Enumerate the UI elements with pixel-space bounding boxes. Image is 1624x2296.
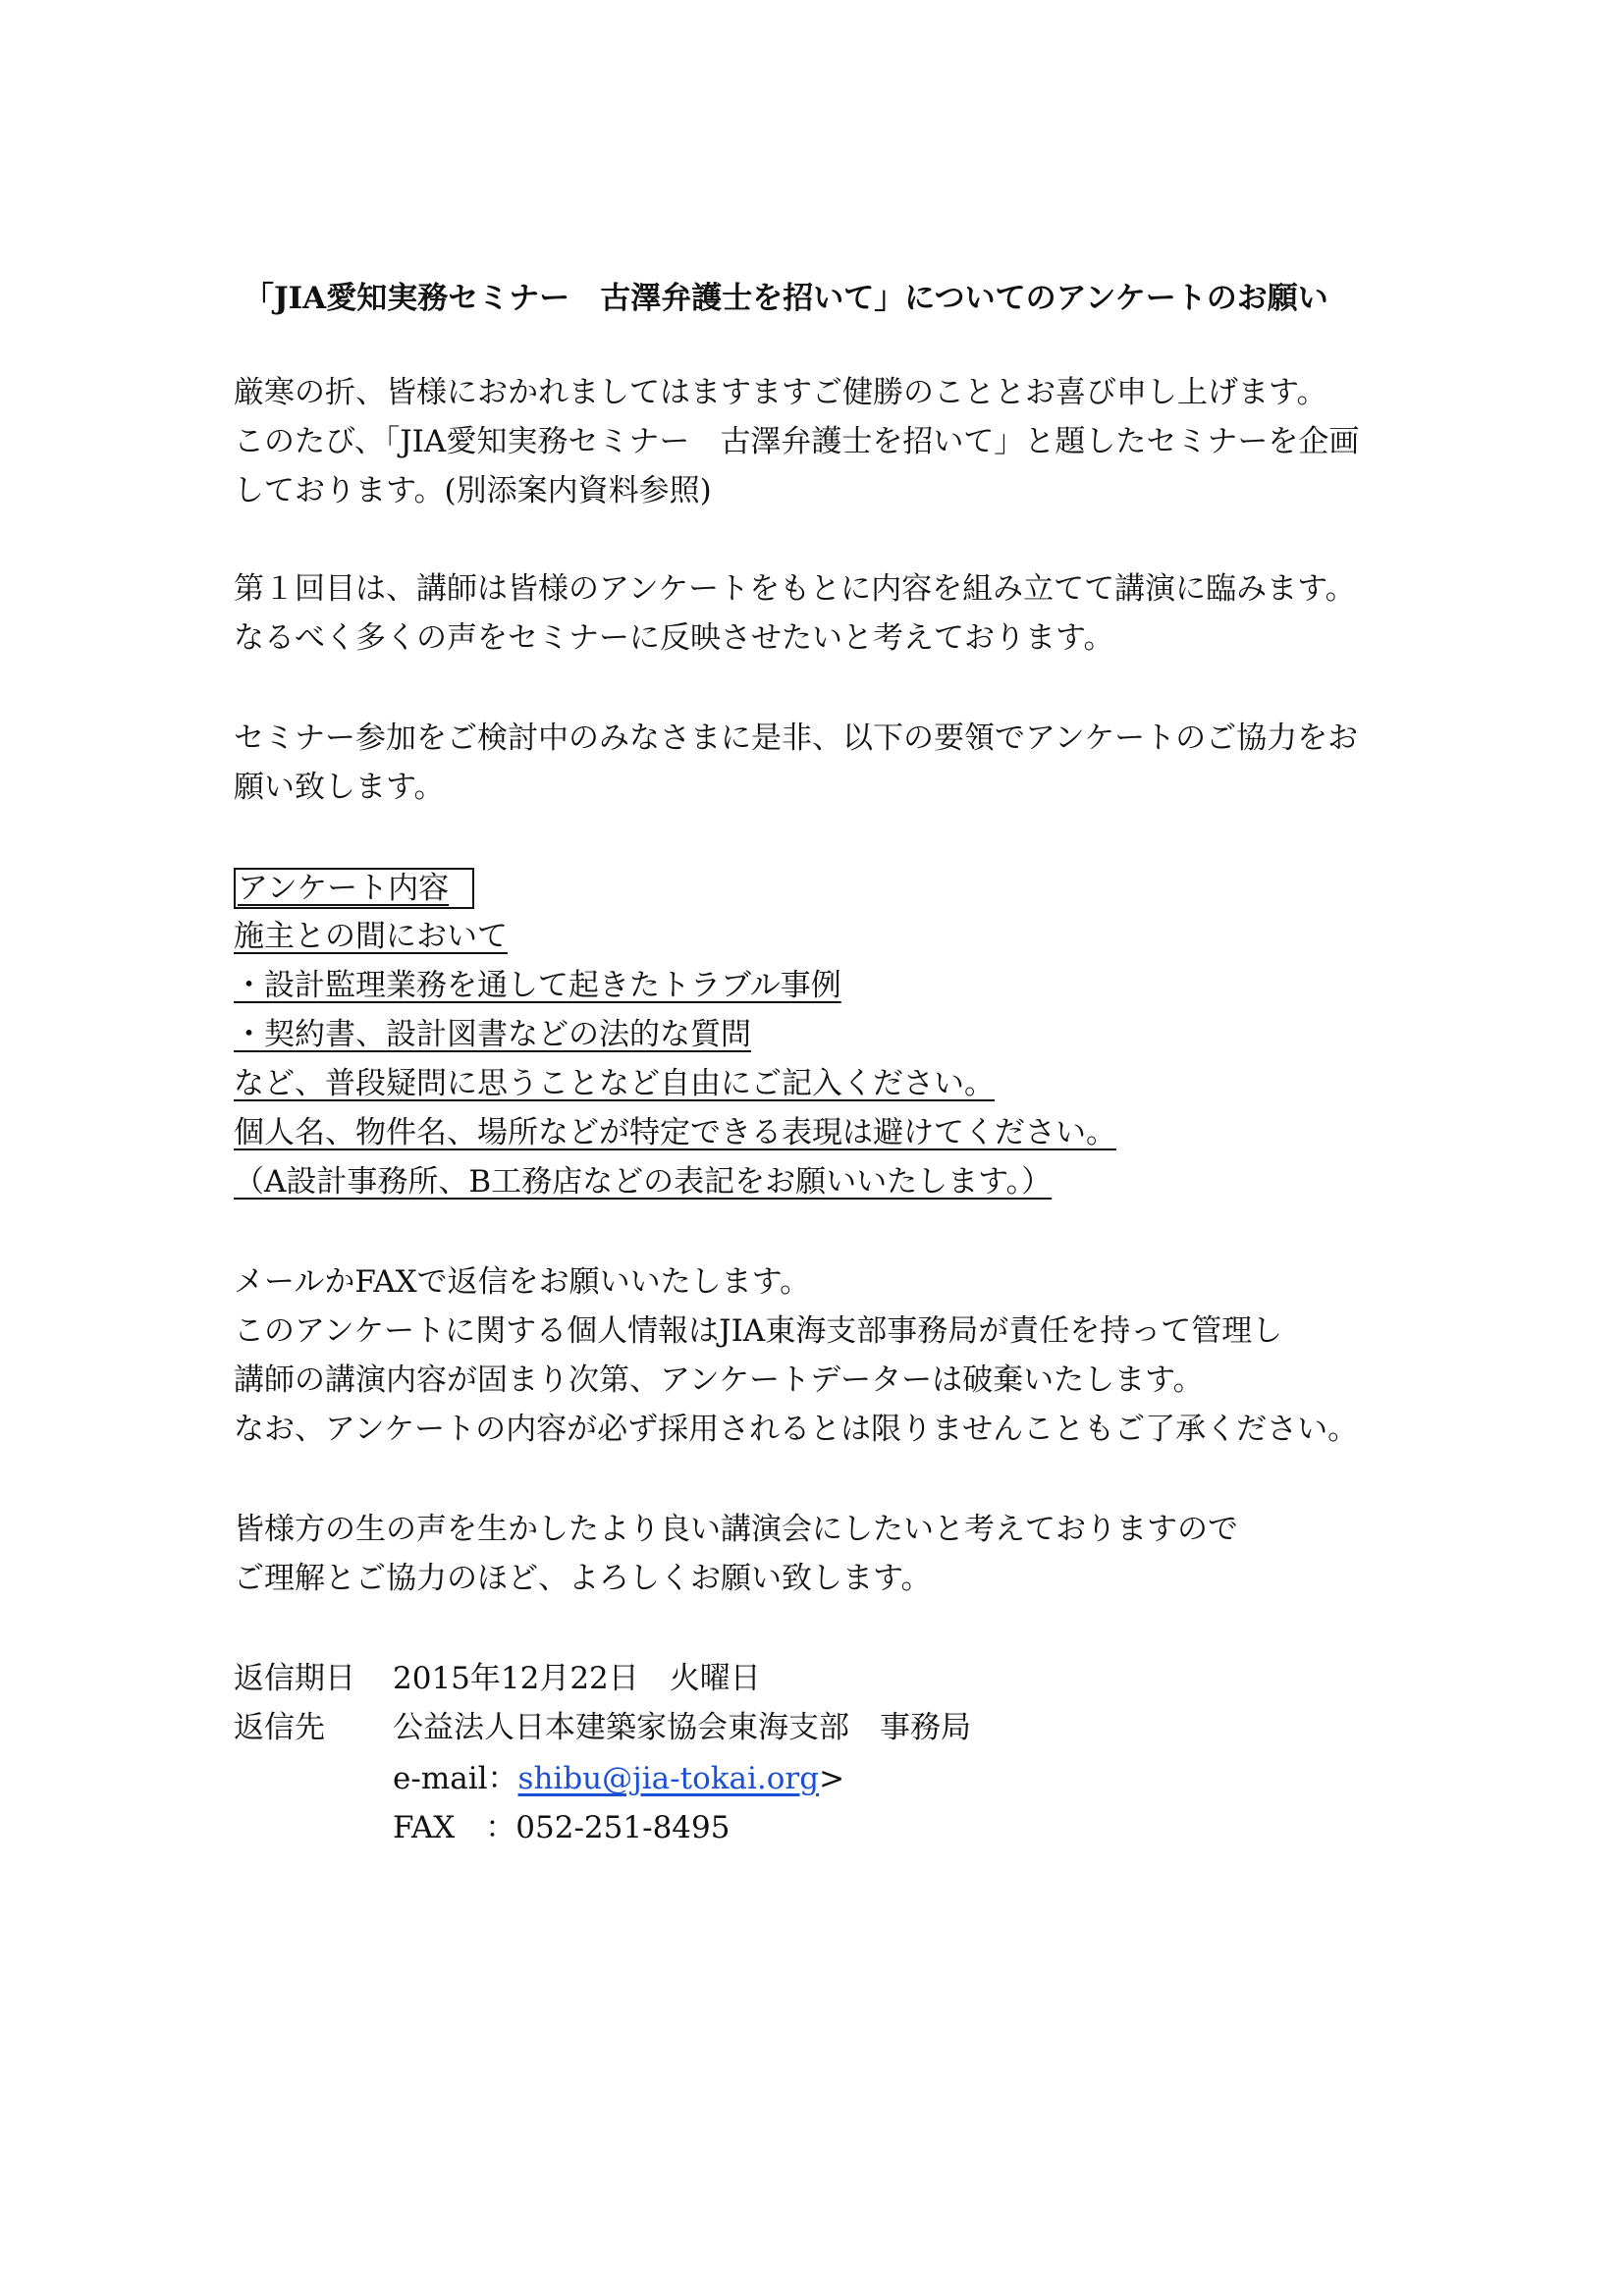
survey-heading-row: [234, 868, 474, 909]
para5-line-2: ご理解とご協力のほど、よろしくお願い致します。: [234, 1561, 932, 1596]
para5-line-1: 皆様方の生の声を生かしたより良い講演会にしたいと考えておりますので: [234, 1512, 1238, 1547]
survey-item: 個人名、物件名、場所などが特定できる表現は避けてください。: [234, 1115, 1116, 1150]
reply-deadline-value: 2015年12月22日 火曜日: [393, 1661, 761, 1696]
email-prefix: e-mail：: [393, 1761, 518, 1796]
para4-line-1: メールかFAXで返信をお願いいたします。: [234, 1264, 811, 1300]
reply-to-row: [234, 1708, 971, 1747]
reply-deadline-label: 返信期日: [234, 1661, 355, 1696]
survey-heading: アンケート内容: [234, 868, 474, 909]
reply-deadline-row: [234, 1659, 761, 1698]
email-suffix: >: [819, 1761, 845, 1796]
survey-item: ・設計監理業務を通して起きたトラブル事例: [234, 968, 841, 1003]
para4-line-2: このアンケートに関する個人情報はJIA東海支部事務局が責任を持って管理し: [234, 1313, 1283, 1349]
email-link[interactable]: shibu@jia-tokai.org: [517, 1761, 820, 1796]
intro-line-2: このたび、「JIA愛知実務セミナー 古澤弁護士を招いて」と題したセミナーを企画: [234, 424, 1360, 459]
intro-line-1: 厳寒の折、皆様におかれましてはますますご健勝のこととお喜び申し上げます。: [234, 375, 1327, 410]
reply-fax-row: [234, 1808, 730, 1847]
para3-line-2: 願い致します。: [234, 770, 445, 805]
survey-item: ・契約書、設計図書などの法的な質問: [234, 1017, 751, 1052]
reply-to-label: 返信先: [234, 1710, 325, 1745]
fax-number: 052-251-8495: [515, 1810, 731, 1845]
reply-to-value: 公益法人日本建築家協会東海支部 事務局: [393, 1710, 971, 1745]
para4-line-4: なお、アンケートの内容が必ず採用されるとは限りませんこともご了承ください。: [234, 1412, 1359, 1447]
survey-item: （A設計事務所、B工務店などの表記をお願いいたします。）: [234, 1164, 1053, 1200]
reply-email-row: [234, 1759, 844, 1798]
fax-label: FAX ：: [393, 1810, 516, 1845]
para2-line-2: なるべく多くの声をセミナーに反映させたいと考えております。: [234, 620, 1114, 656]
survey-item: 施主との間において: [234, 919, 508, 954]
survey-item: など、普段疑問に思うことなど自由にご記入ください。: [234, 1066, 995, 1101]
para2-line-1: 第１回目は、講師は皆様のアンケートをもとに内容を組み立てて講演に臨みます。: [234, 571, 1356, 607]
para4-line-3: 講師の講演内容が固まり次第、アンケートデーターは破棄いたします。: [234, 1362, 1204, 1398]
intro-line-3: しております。(別添案内資料参照): [234, 473, 712, 508]
para3-line-1: セミナー参加をご検討中のみなさまに是非、以下の要領でアンケートのご協力をお: [234, 721, 1359, 756]
document-title: 「JIA愛知実務セミナー 古澤弁護士を招いて」についてのアンケートのお願い: [244, 281, 1328, 316]
